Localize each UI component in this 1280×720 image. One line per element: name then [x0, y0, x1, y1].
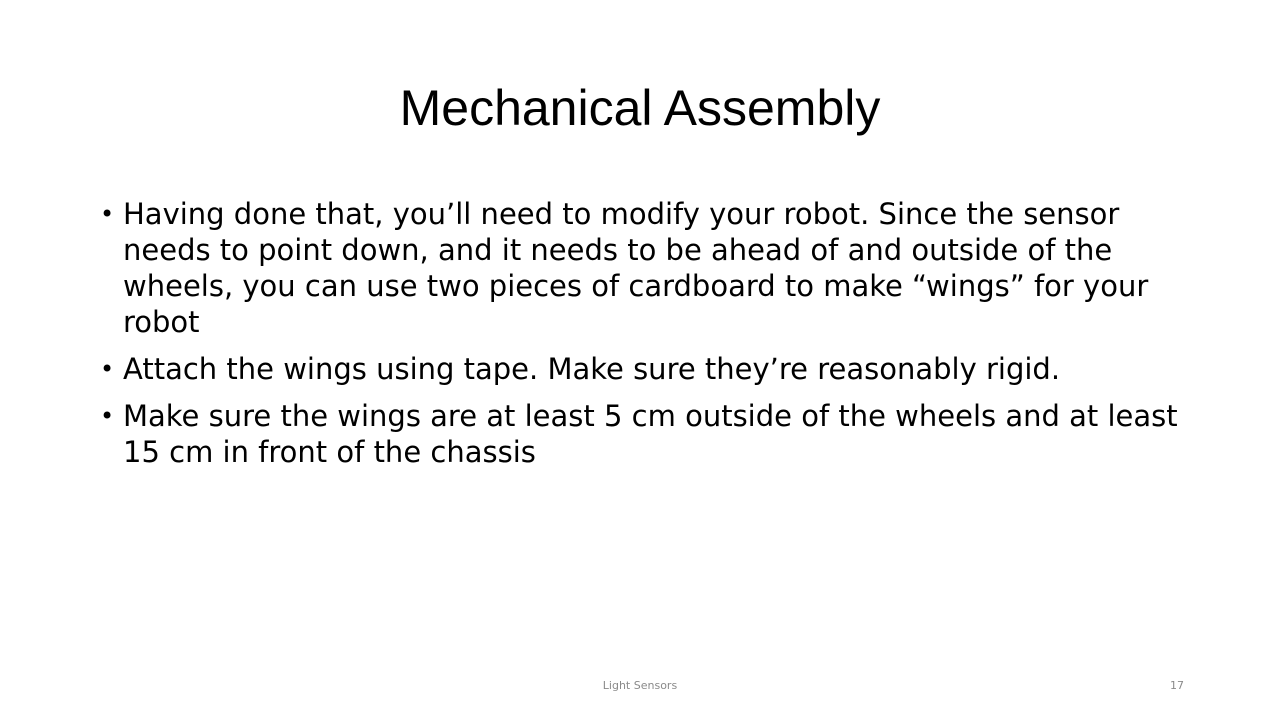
- footer-label: Light Sensors: [602, 679, 678, 692]
- bullet-icon: •: [100, 200, 115, 228]
- bullet-item: [96, 398, 1196, 470]
- bullet-icon: •: [100, 402, 115, 430]
- bullet-text: Make sure the wings are at least 5 cm outside of the wheels and at least 15 cm in front of the chassis: [123, 399, 1178, 469]
- bullet-text: Having done that, you’ll need to modify your robot. Since the sensor needs to point down, and it needs to be ahead of and outside of the wheels, you can use two pieces of cardboard to make “wings” for your robot: [123, 197, 1149, 339]
- bullet-item: [96, 196, 1196, 340]
- bullet-item: [96, 351, 1196, 387]
- slide-title: Mechanical Assembly: [399, 80, 881, 136]
- bullet-icon: •: [100, 355, 115, 383]
- page-number: 17: [1170, 679, 1184, 692]
- bullet-text: Attach the wings using tape. Make sure they’re reasonably rigid.: [123, 352, 1061, 386]
- bullet-list: [96, 196, 1196, 481]
